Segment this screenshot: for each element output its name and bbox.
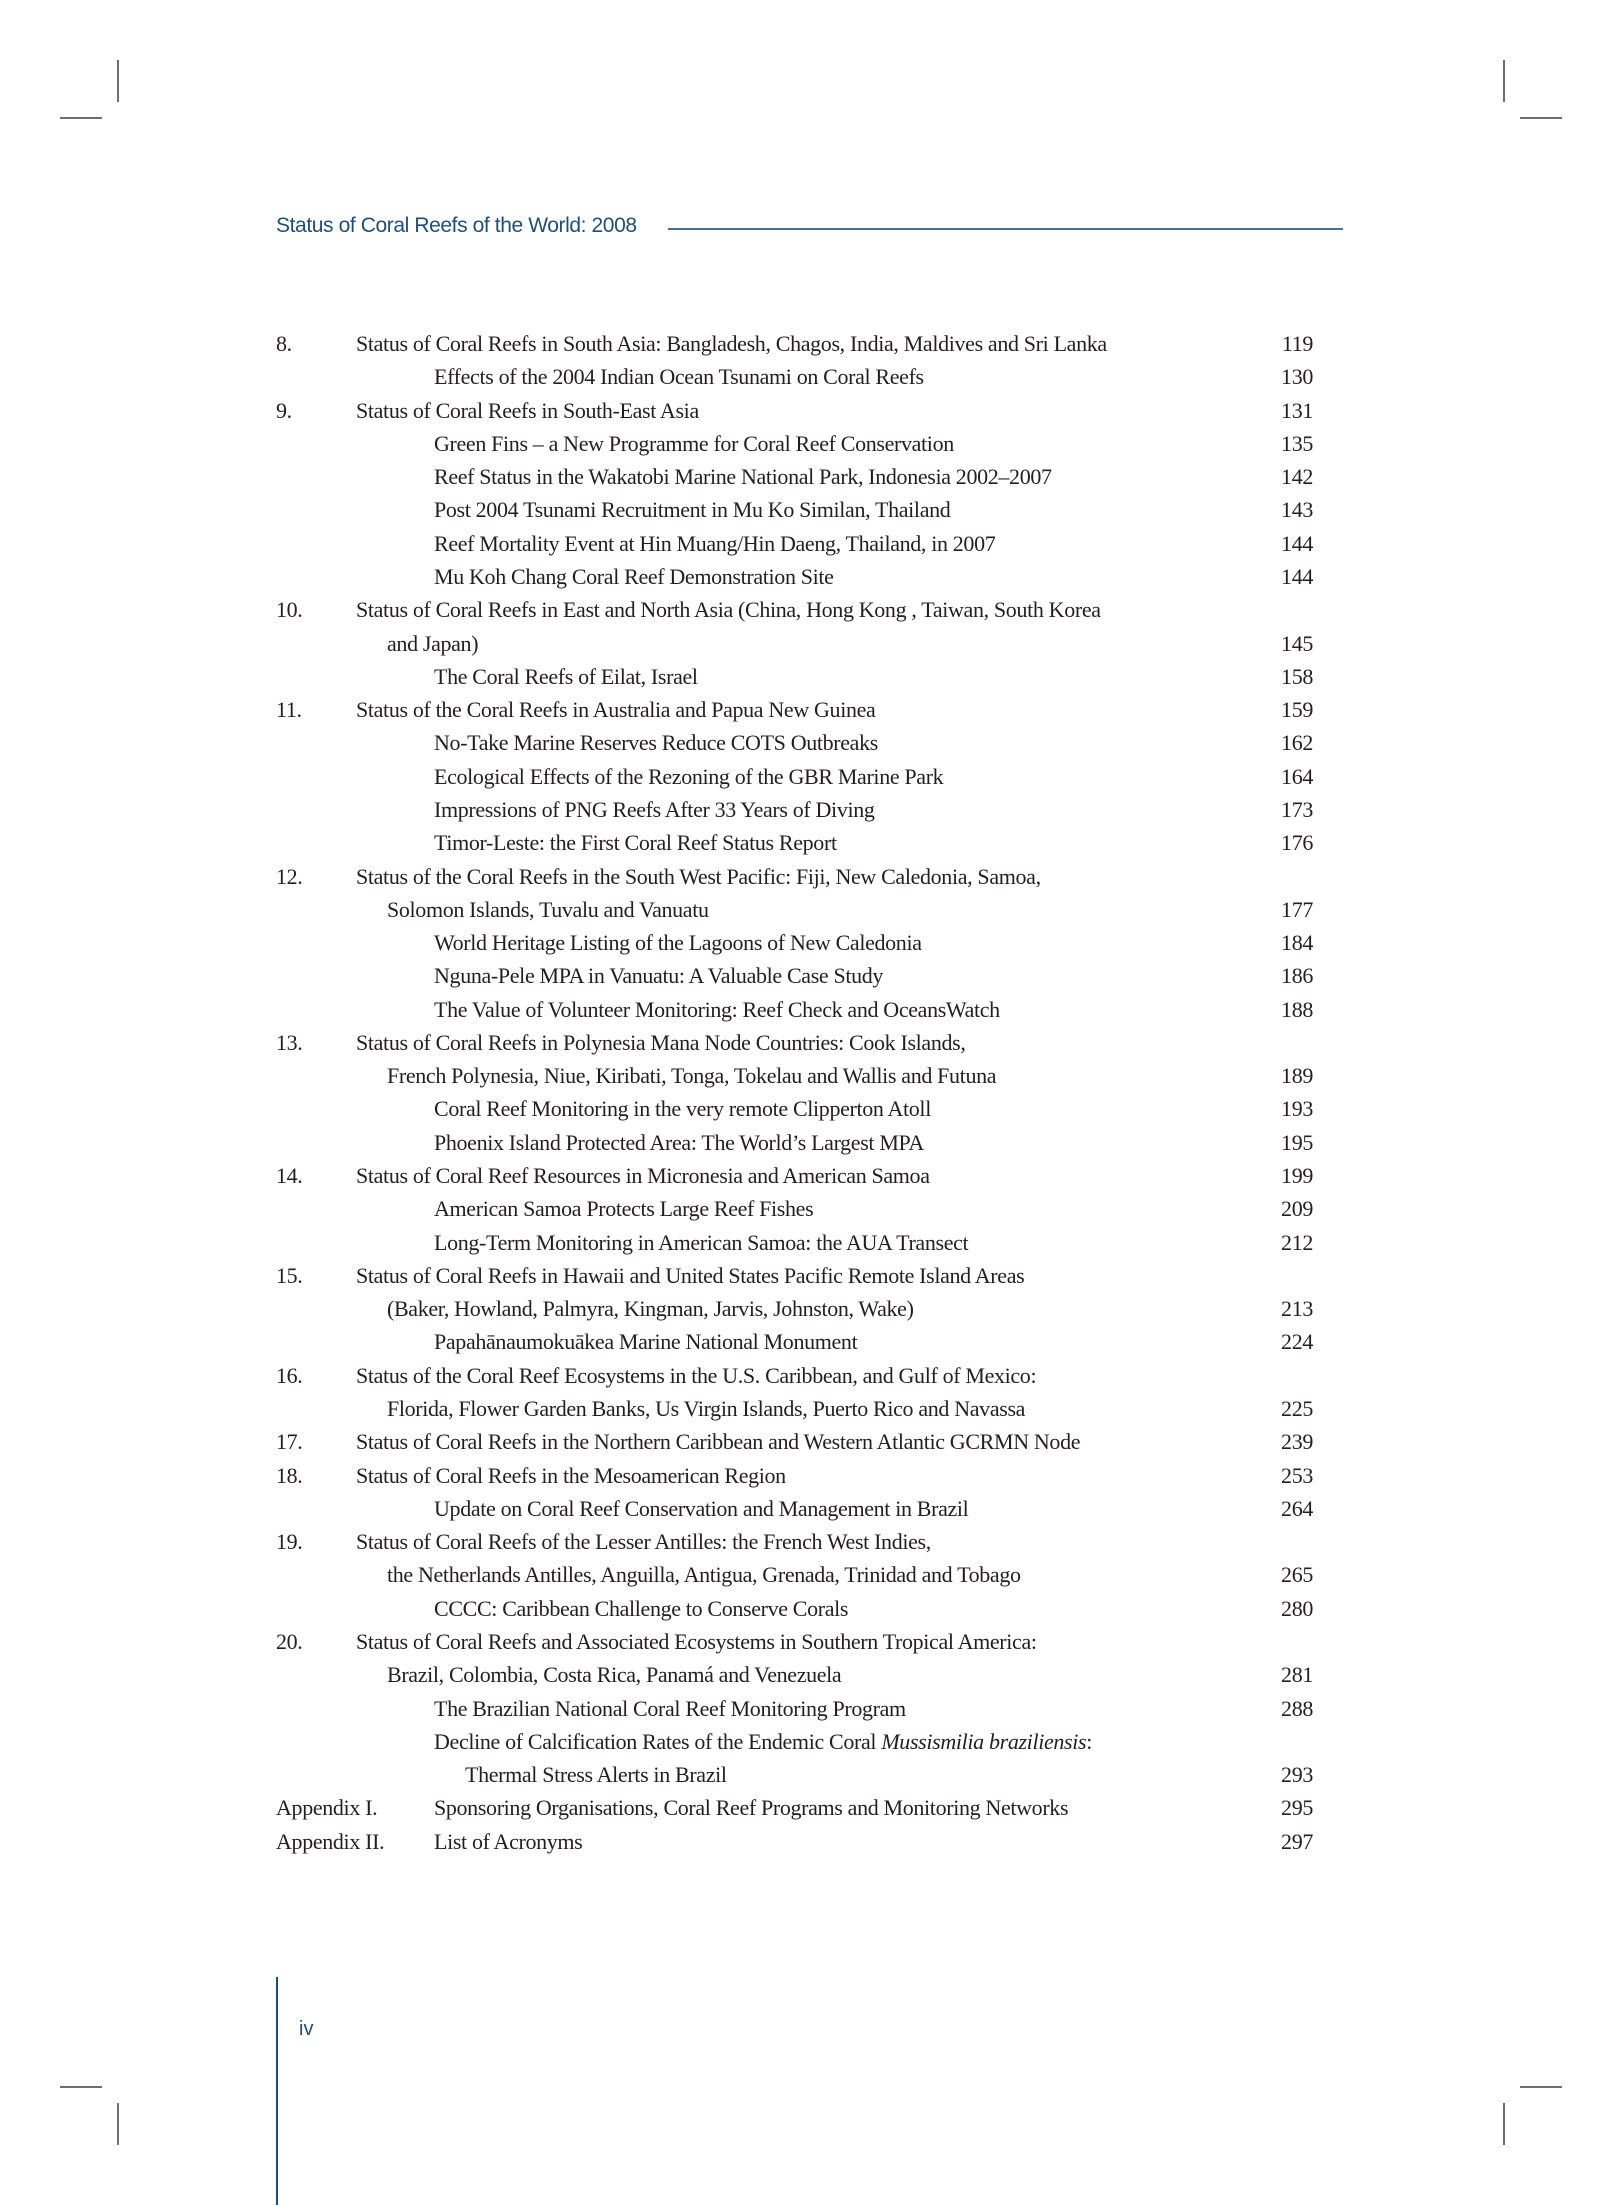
toc-entry-title xyxy=(434,1725,1092,1758)
toc-entry[interactable] xyxy=(0,1492,1622,1525)
toc-entry-page: 186 xyxy=(1281,963,1313,989)
toc-entry-page: 158 xyxy=(1281,663,1313,689)
toc-entry-page: 177 xyxy=(1281,896,1313,922)
toc-entry-title-text: Green Fins – a New Programme for Coral Reef Conservation xyxy=(434,430,954,456)
toc-entry-title-text: Status of the Coral Reefs in the South West Pacific: Fiji, New Caledonia, Samoa, xyxy=(356,863,1041,889)
toc-entry-page: 199 xyxy=(1281,1163,1313,1189)
footer-rule xyxy=(276,1977,278,2205)
toc-entry-page: 131 xyxy=(1281,397,1313,423)
toc-entry-title-text: Timor-Leste: the First Coral Reef Status Report xyxy=(434,830,837,856)
toc-entry-number: 10. xyxy=(276,597,303,623)
toc-entry[interactable] xyxy=(0,860,1622,893)
toc-entry-page: 297 xyxy=(1281,1828,1313,1854)
toc-entry-number: 17. xyxy=(276,1429,303,1455)
toc-entry[interactable] xyxy=(0,1292,1622,1325)
toc-entry-page: 145 xyxy=(1281,630,1313,656)
toc-entry-title-text: French Polynesia, Niue, Kiribati, Tonga, Tokelau and Wallis and Futuna xyxy=(387,1063,997,1089)
toc-entry-title-text: No-Take Marine Reserves Reduce COTS Outbreaks xyxy=(434,730,878,756)
toc-entry-number: 16. xyxy=(276,1362,303,1388)
toc-entry-page: 195 xyxy=(1281,1129,1313,1155)
running-header-title: Status of Coral Reefs of the World: 2008 xyxy=(276,214,637,237)
toc-entry-title-suffix: : xyxy=(1086,1728,1092,1754)
toc-entry-title-text: Status of Coral Reef Resources in Micronesia and American Samoa xyxy=(356,1163,930,1189)
toc-entry[interactable] xyxy=(0,1126,1622,1159)
toc-entry-title-text: Coral Reef Monitoring in the very remote Clipperton Atoll xyxy=(434,1096,931,1122)
toc-entry-page: 212 xyxy=(1281,1229,1313,1255)
toc-entry-title-text: Update on Coral Reef Conservation and Management in Brazil xyxy=(434,1495,969,1521)
toc-entry[interactable] xyxy=(0,493,1622,526)
toc-entry-title-text: Phoenix Island Protected Area: The World’s Largest MPA xyxy=(434,1129,924,1155)
toc-entry-title-text: Status of the Coral Reef Ecosystems in the U.S. Caribbean, and Gulf of Mexico: xyxy=(356,1362,1037,1388)
toc-entry[interactable] xyxy=(0,1425,1622,1458)
toc-entry-number: 20. xyxy=(276,1628,303,1654)
toc-entry[interactable] xyxy=(0,327,1622,360)
toc-entry-page: 184 xyxy=(1281,930,1313,956)
toc-entry-number: 8. xyxy=(276,331,292,356)
toc-entry-title xyxy=(434,1692,906,1725)
toc-entry[interactable] xyxy=(0,693,1622,726)
toc-entry-title xyxy=(434,1126,924,1159)
toc-entry-page: 142 xyxy=(1281,464,1313,490)
toc-entry-title-text: Brazil, Colombia, Costa Rica, Panamá and Venezuela xyxy=(387,1662,842,1688)
toc-entry[interactable] xyxy=(0,1226,1622,1259)
toc-entry-title-text: Reef Mortality Event at Hin Muang/Hin Daeng, Thailand, in 2007 xyxy=(434,530,996,556)
toc-entry[interactable] xyxy=(0,760,1622,793)
toc-entry-title-text: Post 2004 Tsunami Recruitment in Mu Ko Similan, Thailand xyxy=(434,497,951,523)
toc-entry-title-text: Status of Coral Reefs in Polynesia Mana Node Countries: Cook Islands, xyxy=(356,1029,966,1055)
toc-entry-title xyxy=(434,926,922,959)
toc-entry-title xyxy=(434,1825,582,1858)
toc-entry[interactable] xyxy=(0,1758,1622,1791)
toc-entry-title-text: World Heritage Listing of the Lagoons of New Caledonia xyxy=(434,930,922,956)
toc-entry-title-text: Status of Coral Reefs and Associated Ecosystems in Southern Tropical America: xyxy=(356,1628,1037,1654)
toc-entry-title xyxy=(434,993,1000,1026)
toc-entry[interactable] xyxy=(0,726,1622,759)
toc-entry-title-text: Florida, Flower Garden Banks, Us Virgin Islands, Puerto Rico and Navassa xyxy=(387,1396,1026,1421)
toc-entry-number: 19. xyxy=(276,1529,303,1555)
toc-entry-number: 12. xyxy=(276,863,303,889)
toc-entry-title xyxy=(356,693,875,726)
toc-entry-page: 162 xyxy=(1281,730,1313,756)
toc-entry[interactable] xyxy=(0,1625,1622,1658)
toc-entry-title xyxy=(434,360,924,393)
page-number: iv xyxy=(299,2018,314,2040)
toc-entry-page: 130 xyxy=(1281,364,1313,390)
toc-entry[interactable] xyxy=(0,926,1622,959)
toc-entry-title-text: Ecological Effects of the Rezoning of the GBR Marine Park xyxy=(434,763,944,789)
toc-entry-number: 14. xyxy=(276,1163,303,1189)
toc-entry-title-text: List of Acronyms xyxy=(434,1828,583,1854)
toc-entry[interactable] xyxy=(0,394,1622,427)
toc-entry-title-text: (Baker, Howland, Palmyra, Kingman, Jarvis, Johnston, Wake) xyxy=(387,1296,914,1322)
toc-entry-title-text: Status of the Coral Reefs in Australia and Papua New Guinea xyxy=(356,697,876,723)
toc-entry-title xyxy=(387,627,478,660)
toc-entry-title xyxy=(434,1791,1068,1824)
toc-entry-title-text: The Brazilian National Coral Reef Monitoring Program xyxy=(434,1695,906,1721)
toc-entry-title-text: Solomon Islands, Tuvalu and Vanuatu xyxy=(387,896,709,922)
toc-entry-page: 293 xyxy=(1281,1762,1313,1788)
toc-entry-number: 15. xyxy=(276,1262,303,1288)
toc-entry-page: 159 xyxy=(1281,697,1313,723)
toc-entry-title xyxy=(465,1758,727,1791)
toc-entry[interactable] xyxy=(0,1592,1622,1625)
toc-entry[interactable] xyxy=(0,826,1622,859)
crop-mark-bottom-right-vertical xyxy=(1503,2103,1505,2145)
toc-entry-page: 143 xyxy=(1281,497,1313,523)
toc-entry-title xyxy=(434,959,883,992)
toc-entry-title xyxy=(434,460,1052,493)
toc-entry-title-text: CCCC: Caribbean Challenge to Conserve Corals xyxy=(434,1595,849,1621)
toc-entry[interactable] xyxy=(0,1259,1622,1292)
toc-entry-title-text: Status of Coral Reefs in Hawaii and United States Pacific Remote Island Areas xyxy=(356,1262,1025,1288)
toc-entry-title-text: Long-Term Monitoring in American Samoa: the AUA Transect xyxy=(434,1229,969,1255)
toc-entry-page: 164 xyxy=(1281,763,1313,789)
toc-entry-page: 189 xyxy=(1281,1063,1313,1089)
toc-entry[interactable] xyxy=(0,460,1622,493)
toc-entry-title xyxy=(434,427,954,460)
table-of-contents xyxy=(0,327,1622,1858)
toc-entry[interactable] xyxy=(0,1825,1622,1858)
toc-entry-page: 280 xyxy=(1281,1595,1313,1621)
toc-entry-title-text: Status of Coral Reefs in South Asia: Bangladesh, Chagos, India, Maldives and Sri Lanka xyxy=(356,331,1107,356)
toc-entry-page: 144 xyxy=(1281,563,1313,589)
toc-entry[interactable] xyxy=(0,1392,1622,1425)
toc-entry-title xyxy=(434,1592,848,1625)
toc-entry-page: 265 xyxy=(1281,1562,1313,1588)
toc-entry-title-text: Status of Coral Reefs in the Northern Caribbean and Western Atlantic GCRMN Node xyxy=(356,1429,1081,1455)
toc-entry[interactable] xyxy=(0,1192,1622,1225)
toc-entry-title xyxy=(434,527,995,560)
toc-entry-title xyxy=(356,860,1041,893)
toc-entry-title xyxy=(356,1159,930,1192)
toc-entry-title xyxy=(356,1459,786,1492)
toc-entry[interactable] xyxy=(0,360,1622,393)
toc-entry-title xyxy=(434,1226,968,1259)
toc-entry-page: 188 xyxy=(1281,996,1313,1022)
toc-entry[interactable] xyxy=(0,1692,1622,1725)
toc-entry-title xyxy=(434,493,950,526)
toc-entry-page: 281 xyxy=(1281,1662,1313,1688)
toc-entry-title-text: Decline of Calcification Rates of the Endemic Coral xyxy=(434,1728,882,1754)
toc-entry[interactable] xyxy=(0,527,1622,560)
toc-entry-title-text: Impressions of PNG Reefs After 33 Years of Diving xyxy=(434,796,875,822)
toc-entry-page: 213 xyxy=(1281,1296,1313,1322)
toc-entry[interactable] xyxy=(0,959,1622,992)
toc-entry-title-text: and Japan) xyxy=(387,630,479,656)
toc-entry-page: 239 xyxy=(1281,1429,1313,1455)
toc-entry-title-text: Status of Coral Reefs in the Mesoamerican Region xyxy=(356,1462,786,1488)
toc-entry-title xyxy=(387,1392,1025,1425)
toc-entry[interactable] xyxy=(0,1525,1622,1558)
toc-entry[interactable] xyxy=(0,1558,1622,1591)
toc-entry-title xyxy=(387,1292,914,1325)
crop-mark-top-right-horizontal xyxy=(1520,117,1562,119)
toc-entry-title xyxy=(387,1558,1021,1591)
toc-entry-title-text: Effects of the 2004 Indian Ocean Tsunami on Coral Reefs xyxy=(434,364,924,390)
toc-entry-title xyxy=(387,1658,841,1691)
toc-entry-title xyxy=(434,760,943,793)
toc-entry[interactable] xyxy=(0,1791,1622,1824)
toc-entry-title-text: American Samoa Protects Large Reef Fishes xyxy=(434,1196,814,1222)
toc-entry-number: 11. xyxy=(276,697,302,723)
toc-entry-title xyxy=(434,1325,857,1358)
toc-entry-page: 288 xyxy=(1281,1695,1313,1721)
toc-entry-page: 253 xyxy=(1281,1462,1313,1488)
toc-entry-title-text: Status of Coral Reefs in South-East Asia xyxy=(356,397,699,423)
toc-entry-page: 193 xyxy=(1281,1096,1313,1122)
toc-entry[interactable] xyxy=(0,1026,1622,1059)
toc-entry-title xyxy=(434,826,837,859)
toc-entry-title-text: Papahānaumokuākea Marine National Monument xyxy=(434,1329,858,1355)
toc-entry[interactable] xyxy=(0,593,1622,626)
toc-entry[interactable] xyxy=(0,793,1622,826)
toc-entry-number: 9. xyxy=(276,397,292,423)
toc-entry-page: 144 xyxy=(1281,530,1313,556)
toc-entry[interactable] xyxy=(0,427,1622,460)
toc-entry-title xyxy=(434,1492,968,1525)
crop-mark-bottom-right-horizontal xyxy=(1520,2086,1562,2088)
crop-mark-top-left-vertical xyxy=(117,60,119,102)
toc-entry-page: 295 xyxy=(1281,1795,1313,1821)
toc-entry[interactable] xyxy=(0,660,1622,693)
toc-entry[interactable] xyxy=(0,1658,1622,1691)
toc-entry-title-text: Nguna-Pele MPA in Vanuatu: A Valuable Case Study xyxy=(434,963,884,989)
toc-entry[interactable] xyxy=(0,1059,1622,1092)
toc-entry-title xyxy=(356,593,1101,626)
toc-entry-page: 173 xyxy=(1281,796,1313,822)
toc-entry-title xyxy=(434,793,875,826)
toc-entry-title-text: Thermal Stress Alerts in Brazil xyxy=(465,1762,727,1788)
toc-entry[interactable] xyxy=(0,893,1622,926)
toc-entry-title xyxy=(434,1192,813,1225)
toc-entry-title xyxy=(387,893,709,926)
crop-mark-top-left-horizontal xyxy=(60,117,102,119)
toc-entry-title xyxy=(434,560,834,593)
toc-entry-page: 264 xyxy=(1281,1495,1313,1521)
toc-entry-title-text: Mu Koh Chang Coral Reef Demonstration Site xyxy=(434,563,834,589)
toc-entry-title-italic: Mussismilia braziliensis xyxy=(881,1728,1087,1754)
crop-mark-bottom-left-vertical xyxy=(117,2103,119,2145)
toc-entry[interactable] xyxy=(0,1325,1622,1358)
toc-entry[interactable] xyxy=(0,1359,1622,1392)
toc-entry-number: 18. xyxy=(276,1462,303,1488)
crop-mark-bottom-left-horizontal xyxy=(60,2086,102,2088)
toc-entry-title-text: Sponsoring Organisations, Coral Reef Programs and Monitoring Networks xyxy=(434,1795,1069,1821)
toc-entry-title xyxy=(434,660,698,693)
toc-entry-title-text: The Value of Volunteer Monitoring: Reef Check and OceansWatch xyxy=(434,996,1000,1022)
toc-entry-title xyxy=(356,1525,931,1558)
toc-entry-title xyxy=(356,394,699,427)
toc-entry-page: 119 xyxy=(1281,331,1313,356)
toc-entry-title-text: Status of Coral Reefs in East and North Asia (China, Hong Kong , Taiwan, South Korea xyxy=(356,597,1101,623)
toc-entry-title xyxy=(356,327,1107,360)
toc-entry-title xyxy=(387,1059,996,1092)
toc-entry-page: 176 xyxy=(1281,830,1313,856)
toc-entry-page: 225 xyxy=(1281,1396,1313,1421)
toc-entry-page: 135 xyxy=(1281,430,1313,456)
toc-entry-title xyxy=(356,1359,1036,1392)
toc-entry[interactable] xyxy=(0,993,1622,1026)
toc-entry-title xyxy=(356,1425,1080,1458)
toc-entry-title-text: Status of Coral Reefs of the Lesser Antilles: the French West Indies, xyxy=(356,1529,931,1555)
toc-entry-title-text: Reef Status in the Wakatobi Marine National Park, Indonesia 2002–2007 xyxy=(434,464,1052,490)
toc-entry-title xyxy=(356,1625,1037,1658)
crop-mark-top-right-vertical xyxy=(1503,60,1505,102)
toc-entry-title xyxy=(356,1259,1024,1292)
toc-entry-number: Appendix II. xyxy=(276,1828,385,1854)
toc-entry-title xyxy=(434,726,878,759)
toc-entry-page: 224 xyxy=(1281,1329,1313,1355)
toc-entry-title-text: the Netherlands Antilles, Anguilla, Antigua, Grenada, Trinidad and Tobago xyxy=(387,1562,1021,1588)
toc-entry-title xyxy=(434,1092,931,1125)
toc-entry[interactable] xyxy=(0,560,1622,593)
toc-entry[interactable] xyxy=(0,1092,1622,1125)
toc-entry-title xyxy=(356,1026,966,1059)
header-rule xyxy=(668,228,1343,230)
toc-entry[interactable] xyxy=(0,627,1622,660)
toc-entry[interactable] xyxy=(0,1459,1622,1492)
toc-entry[interactable] xyxy=(0,1159,1622,1192)
toc-entry[interactable] xyxy=(0,1725,1622,1758)
toc-entry-title-text: The Coral Reefs of Eilat, Israel xyxy=(434,663,698,689)
toc-entry-page: 209 xyxy=(1281,1196,1313,1222)
toc-entry-number: 13. xyxy=(276,1029,303,1055)
toc-entry-number: Appendix I. xyxy=(276,1795,378,1821)
